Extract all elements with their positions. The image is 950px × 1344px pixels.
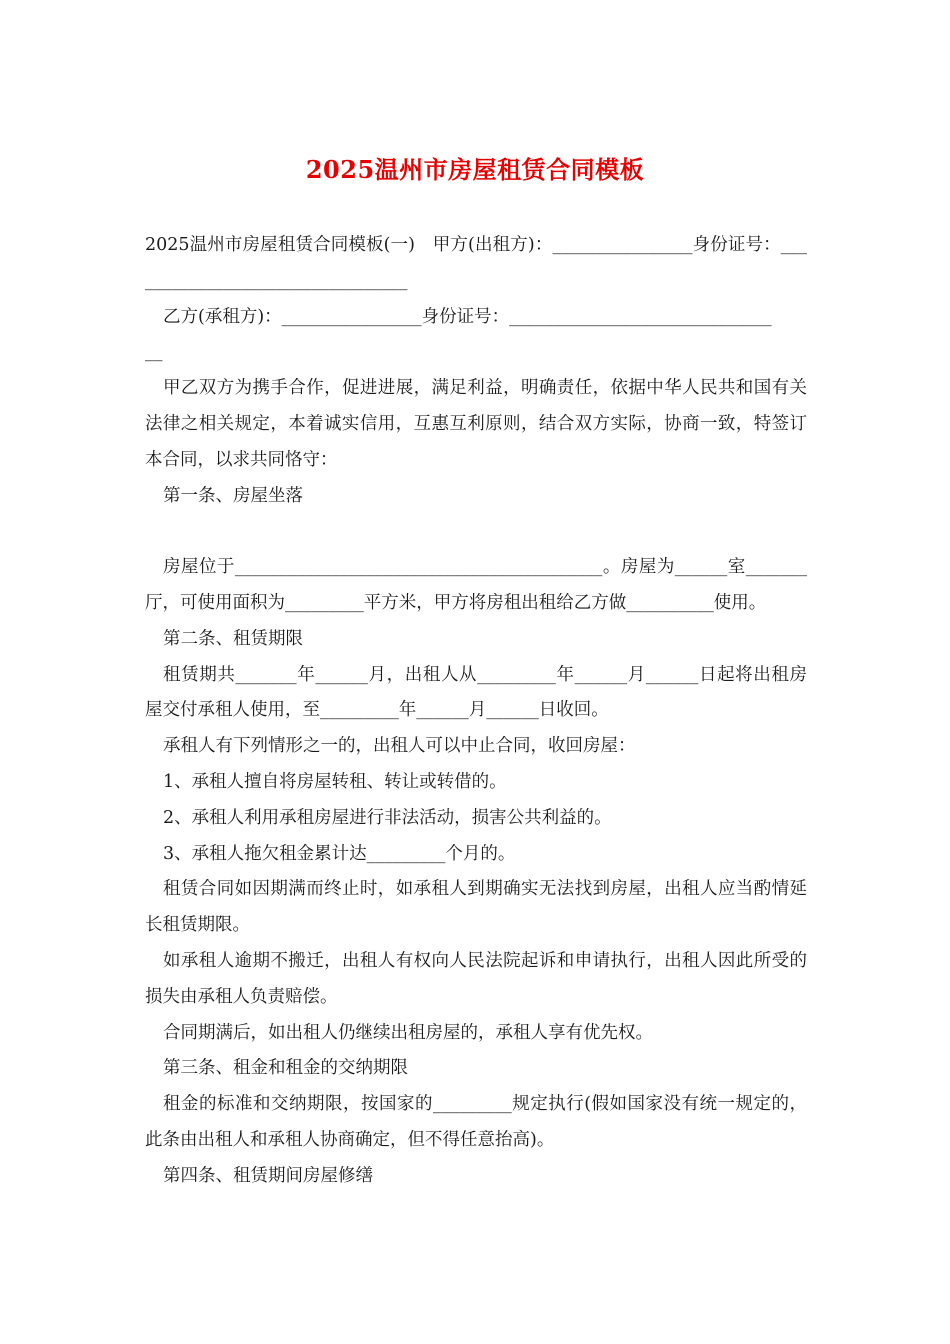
paragraph-rent-standard: 租金的标准和交纳期限，按国家的_________规定执行(假如国家没有统一规定的，此条由出租人和承租人协商确定，但不得任意抬高)。 [145,1094,807,1150]
paragraph-party-b: 乙方(承租方)：________________身份证号：______________________________ [163,306,772,327]
heading-article-1: 第一条、房屋坐落 [163,485,303,506]
paragraph-underline-tail: __ [145,342,163,363]
paragraph-party-a: 2025温州市房屋租赁合同模板(一) 甲方(出租方)：________________身份证号：_________________________________ [145,235,807,291]
heading-article-4: 第四条、租赁期间房屋修缮 [163,1165,373,1186]
paragraph-property-location: 房屋位于__________________________________________。房屋为______室_______厅，可使用面积为_________平方米，甲方将房租出租给乙方做__________使用。 [145,557,807,613]
paragraph-expiry-extension: 租赁合同如因期满而终止时，如承租人到期确实无法找到房屋，出租人应当酌情延长租赁期限。 [145,879,807,936]
heading-article-3: 第三条、租金和租金的交纳期限 [163,1058,408,1079]
paragraph-overdue-eviction: 如承租人逾期不搬迁，出租人有权向人民法院起诉和申请执行，出租人因此所受的损失由承租人负责赔偿。 [145,950,807,1007]
document-title: 2025温州市房屋租赁合同模板 [305,155,645,184]
paragraph-lease-term: 租赁期共_______年______月，出租人从_________年______月______日起将出租房屋交付承租人使用，至_________年______月______日收回。 [145,664,807,721]
list-item-2: 2、承租人利用承租房屋进行非法活动，损害公共利益的。 [163,807,612,828]
paragraph-priority-right: 合同期满后，如出租人仍继续出租房屋的，承租人享有优先权。 [163,1022,653,1043]
list-item-1: 1、承租人擅自将房屋转租、转让或转借的。 [163,771,507,792]
list-item-3: 3、承租人拖欠租金累计达_________个月的。 [163,843,516,864]
paragraph-preamble: 甲乙双方为携手合作，促进进展，满足利益，明确责任，依据中华人民共和国有关法律之相关规定，本着诚实信用，互惠互利原则，结合双方实际，协商一致，特签订本合同，以求共同恪守： [145,378,807,470]
document-body [145,228,807,1195]
paragraph-termination-intro: 承租人有下列情形之一的，出租人可以中止合同，收回房屋： [163,736,636,757]
heading-article-2: 第二条、租赁期限 [163,628,303,649]
